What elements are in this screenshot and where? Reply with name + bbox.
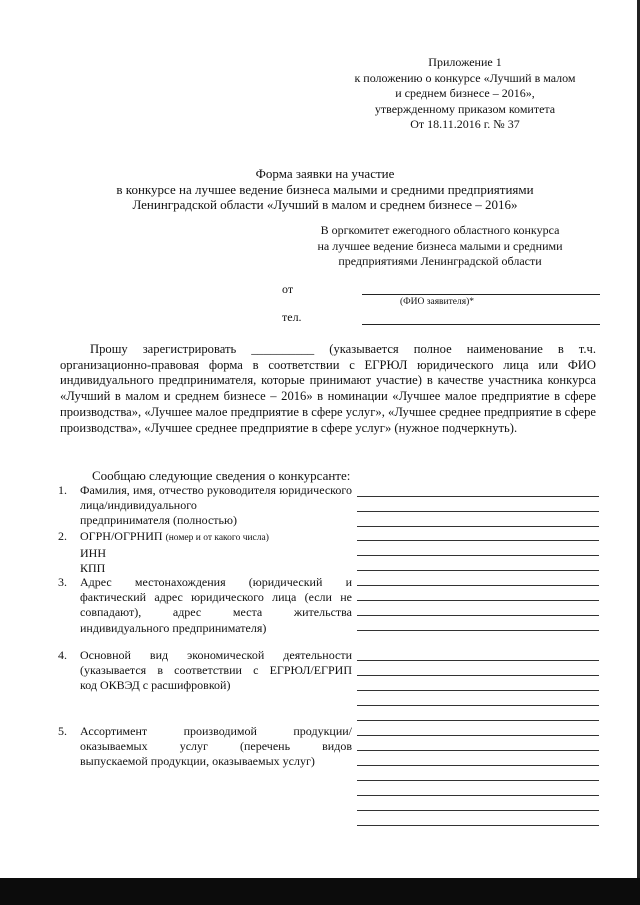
form-title-line-3: Ленинградской области «Лучший в малом и среднем бизнесе – 2016» [132, 197, 518, 212]
item-4-line-2[interactable] [357, 675, 599, 676]
item-text-5 [80, 724, 352, 770]
item-text-5-main: Ассортимент производимой продукции/ оказываемых услуг (перечень видов [80, 724, 352, 754]
item-3-line-3[interactable] [357, 615, 599, 616]
form-title [60, 166, 590, 213]
item-number-3: 3. [58, 575, 67, 589]
item-4-line-1[interactable] [357, 660, 599, 661]
item-5-line-7[interactable] [357, 825, 599, 826]
intro-text: Сообщаю следующие сведения о конкурсанте: [92, 468, 351, 483]
item-3-line-2[interactable] [357, 600, 599, 601]
item-text-4-main: Основной вид экономической деятельности (указывается в соответствии с ЕГРЮЛ/ЕГРИП [80, 648, 352, 678]
addressee-line-2: на лучшее ведение бизнеса малыми и средними [317, 238, 563, 253]
item-5-line-6[interactable] [357, 810, 599, 811]
item-text-1 [80, 483, 352, 529]
item-5-line-3[interactable] [357, 765, 599, 766]
applicant-caption: (ФИО заявителя)* [399, 297, 475, 307]
item-text-2-note: (номер и от какого числа) [165, 533, 269, 543]
item-5-line-5[interactable] [357, 795, 599, 796]
item-text-2 [80, 529, 352, 577]
form-title-line-1: Форма заявки на участие [255, 166, 395, 181]
item-text-5-last: выпускаемой продукции, оказываемых услуг) [80, 754, 315, 769]
item-2-line-2[interactable] [357, 555, 599, 556]
item-4-line-4[interactable] [357, 705, 599, 706]
item-4-line-3[interactable] [357, 690, 599, 691]
item-text-3-main: Адрес местонахождения (юридический и фактический адрес юридического лица (если не совпадают), адрес места жительства [80, 575, 352, 620]
addressee-line-3: предприятиями Ленинградской области [338, 254, 542, 268]
item-3-line-4[interactable] [357, 630, 599, 631]
annex-line-1: Приложение 1 [428, 55, 502, 69]
item-2-line-3[interactable] [357, 570, 599, 571]
item-4-line-5[interactable] [357, 720, 599, 721]
item-text-4-last: код ОКВЭД с расшифровкой) [80, 678, 231, 693]
item-text-3-last: индивидуального предпринимателя) [80, 620, 267, 635]
item-text-3 [80, 575, 352, 636]
item-text-2-main: ОГРН/ОГРНИП [80, 529, 163, 543]
item-5-line-4[interactable] [357, 780, 599, 781]
item-number-2: 2. [58, 529, 67, 543]
addressee-line-1: В оргкомитет ежегодного областного конкурса [320, 223, 560, 237]
annex-line-4: утвержденному приказом комитета [374, 101, 556, 116]
applicant-name-line[interactable] [362, 294, 600, 295]
annex-block [340, 55, 590, 133]
request-paragraph: Прошу зарегистрировать __________ (указывается полное наименование в т.ч. организационно-правовая форма в соответствии с ЕГРЮЛ юридического лица или ФИО индивидуального предпринимателя, которые принимают участие) в качестве участника конкурса «Лучший в малом и среднем бизнесе – 2016» в номинации «Лучшее малое предприятие в сфере производства», «Лучшее малое предприятие в сфере услуг», «Лучшее среднее предприятие в сфере производства», «Лучшее среднее предприятие в сфере услуг» (нужное подчеркнуть). [60, 342, 596, 435]
item-text-1-main: Фамилия, имя, отчество руководителя юридического лица/индивидуального [80, 483, 352, 513]
item-1-line-1[interactable] [357, 496, 599, 497]
annex-line-5: От 18.11.2016 г. № 37 [410, 117, 520, 131]
item-5-line-1[interactable] [357, 735, 599, 736]
scan-bottom-edge [0, 878, 640, 905]
annex-line-3: и среднем бизнесе – 2016», [395, 86, 535, 100]
addressee-block [300, 223, 580, 270]
item-text-2-kpp: КПП [80, 561, 106, 576]
item-2-line-1[interactable] [357, 540, 599, 541]
item-text-4 [80, 648, 352, 694]
item-1-line-3[interactable] [357, 526, 599, 527]
form-title-line-2: в конкурсе на лучшее ведение бизнеса малыми и средними предприятиями [116, 181, 534, 197]
item-number-1: 1. [58, 483, 67, 497]
item-1-line-2[interactable] [357, 511, 599, 512]
item-3-line-1[interactable] [357, 585, 599, 586]
annex-line-2: к положению о конкурсе «Лучший в малом [354, 70, 576, 85]
phone-line[interactable] [362, 324, 600, 325]
item-text-1-last: предпринимателя (полностью) [80, 513, 237, 528]
phone-label: тел. [282, 310, 302, 324]
item-number-5: 5. [58, 724, 67, 738]
item-text-2-inn: ИНН [80, 546, 106, 561]
item-5-line-2[interactable] [357, 750, 599, 751]
item-number-4: 4. [58, 648, 67, 662]
from-label: от [282, 282, 294, 296]
